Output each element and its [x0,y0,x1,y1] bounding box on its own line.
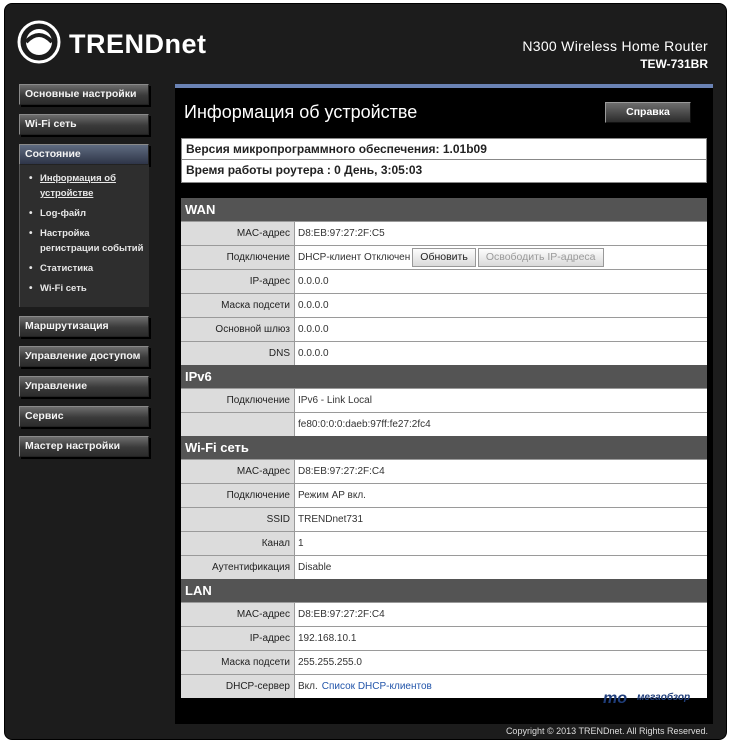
wan-mask-value: 0.0.0.0 [298,300,329,311]
row-label: MAC-адрес [181,222,295,245]
lan-ip-value: 192.168.10.1 [298,633,357,644]
release-ip-button[interactable]: Освободить IP-адреса [478,248,604,267]
ipv6-heading: IPv6 [181,365,707,388]
wifi-auth-value: Disable [298,562,332,573]
table-row [181,388,707,412]
wifi-heading: Wi-Fi сеть [181,436,707,459]
row-label: MAC-адрес [181,460,295,483]
subnav-label: Log-файл [40,208,87,219]
table-row [181,507,707,531]
table-row [181,602,707,626]
bullet-icon: • [29,228,33,239]
watermark-logo: mo [603,690,627,707]
product-name: N300 Wireless Home Router [522,38,708,54]
row-label: Аутентификация [181,556,295,579]
dhcp-clients-link[interactable]: Список DHCP-клиентов [321,681,432,692]
status-sections [181,198,707,698]
wan-heading: WAN [181,198,707,221]
megaobzor-watermark [603,690,713,710]
subnav-log-settings[interactable] [20,226,149,256]
row-label: Канал [181,532,295,555]
watermark-text: мегаобзор [637,692,691,703]
table-row [181,626,707,650]
table-row [181,531,707,555]
trendnet-logo-icon [17,20,61,64]
row-label: Маска подсети [181,651,295,674]
table-row [181,483,707,507]
table-row [181,221,707,245]
wan-mac-value: D8:EB:97:27:2F:C5 [298,228,385,239]
help-button[interactable]: Справка [605,102,691,123]
row-label: Основной шлюз [181,318,295,341]
row-label: IP-адрес [181,627,295,650]
subnav-device-info[interactable] [20,171,149,201]
row-label: Подключение [181,246,295,269]
wifi-connection-value: Режим AP вкл. [298,490,366,501]
table-row [181,293,707,317]
row-label: Подключение [181,484,295,507]
nav-basic-settings[interactable]: Основные настройки [19,84,149,105]
table-row [181,650,707,674]
subnav-statistics[interactable] [20,261,149,276]
nav-management[interactable]: Управление [19,376,149,397]
nav-setup-wizard[interactable]: Мастер настройки [19,436,149,457]
row-label: DHCP-сервер [181,675,295,698]
lan-heading: LAN [181,579,707,602]
subnav-wifi[interactable] [20,281,149,296]
subnav-label: Информация об устройстве [40,173,116,199]
nav-service[interactable]: Сервис [19,406,149,427]
status-submenu [19,165,149,307]
trendnet-logo [17,20,227,66]
row-label: MAC-адрес [181,603,295,626]
row-label: SSID [181,508,295,531]
subnav-label: Статистика [40,263,94,274]
row-label: DNS [181,342,295,365]
copyright: Copyright © 2013 TRENDnet. All Rights Reserved. [505,726,708,736]
wan-dns-value: 0.0.0.0 [298,348,329,359]
nav-status[interactable]: Состояние [19,144,149,165]
wifi-mac-value: D8:EB:97:27:2F:C4 [298,466,385,477]
bullet-icon: • [29,173,33,184]
brand-name: TRENDnet [69,29,207,59]
ipv6-connection-value: IPv6 - Link Local [298,395,372,406]
wifi-channel-value: 1 [298,538,304,549]
renew-button[interactable]: Обновить [412,248,476,267]
row-label: IP-адрес [181,270,295,293]
wan-connection-value: DHCP-клиент Отключен [298,252,411,263]
table-row [181,341,707,365]
firmware-version: Версия микропрограммного обеспечения: 1.01b09 [182,139,706,160]
table-row [181,317,707,341]
bullet-icon: • [29,263,33,274]
table-row [181,459,707,483]
sidebar [19,84,155,466]
subnav-label: Wi-Fi сеть [40,283,87,294]
nav-access-control[interactable]: Управление доступом [19,346,149,367]
lan-mask-value: 255.255.255.0 [298,657,362,668]
wan-ip-value: 0.0.0.0 [298,276,329,287]
row-label [181,413,295,436]
table-row [181,245,707,269]
router-frame [4,3,727,740]
bullet-icon: • [29,208,33,219]
table-row [181,412,707,436]
page-title: Информация об устройстве [184,102,418,122]
firmware-info-box [181,138,707,183]
wifi-ssid-value: TRENDnet731 [298,514,364,525]
subnav-log[interactable] [20,206,149,221]
table-row [181,555,707,579]
model-name: TEW-731BR [640,57,708,71]
wan-gateway-value: 0.0.0.0 [298,324,329,335]
nav-routing[interactable]: Маршрутизация [19,316,149,337]
main-panel [175,84,713,724]
router-uptime: Время работы роутера : 0 День, 3:05:03 [186,163,423,177]
row-label: Маска подсети [181,294,295,317]
ipv6-address-value: fe80:0:0:0:daeb:97ff:fe27:2fc4 [298,419,431,430]
bullet-icon: • [29,283,33,294]
nav-wifi[interactable]: Wi-Fi сеть [19,114,149,135]
wan-connection-cell [295,246,707,269]
subnav-label: Настройка регистрации событий [40,228,144,254]
lan-mac-value: D8:EB:97:27:2F:C4 [298,609,385,620]
lan-dhcp-value: Вкл. [298,681,318,692]
row-label: Подключение [181,389,295,412]
table-row [181,269,707,293]
